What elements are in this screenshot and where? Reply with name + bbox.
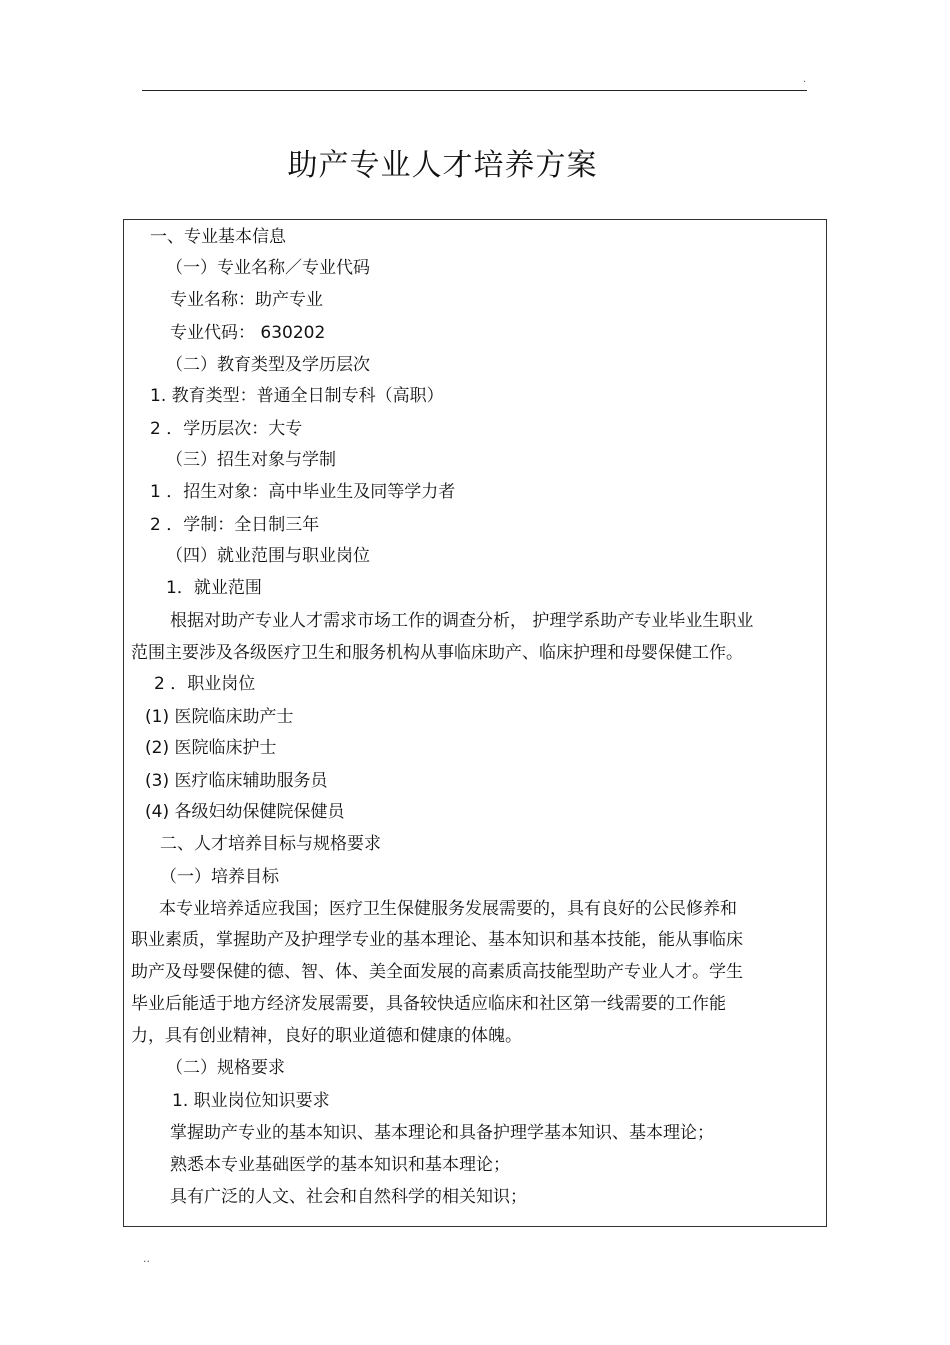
- list-item: 2 ．职业岗位: [154, 674, 256, 694]
- list-item: 2 ．学历层次：大专: [150, 419, 303, 439]
- list-item: (3) 医疗临床辅助服务员: [145, 771, 328, 791]
- list-item: 1. 教育类型：普通全日制专科（高职）: [150, 386, 444, 406]
- list-item: 1 ．招生对象：高中毕业生及同等学力者: [150, 482, 456, 502]
- section-heading: 一、专业基本信息: [150, 227, 286, 247]
- subsection-heading: （二）教育类型及学历层次: [166, 355, 370, 375]
- subsection-heading: （四）就业范围与职业岗位: [166, 546, 370, 566]
- paragraph-line: 具有广泛的人文、社会和自然科学的相关知识；: [170, 1187, 527, 1207]
- list-item: 1. 职业岗位知识要求: [172, 1091, 330, 1111]
- list-item: 1．就业范围: [166, 578, 262, 598]
- paragraph-line: 范围主要涉及各级医疗卫生和服务机构从事临床助产、临床护理和母婴保健工作。: [131, 643, 743, 663]
- footer-mark: ..: [143, 1252, 150, 1265]
- paragraph-line: 本专业培养适应我国；医疗卫生保健服务发展需要的，具有良好的公民修养和: [159, 899, 737, 919]
- list-item: (4) 各级妇幼保健院保健员: [145, 802, 345, 822]
- subsection-heading: （一）培养目标: [160, 867, 279, 887]
- subsection-heading: （一）专业名称／专业代码: [166, 258, 370, 278]
- list-item: (1) 医院临床助产士: [145, 707, 294, 727]
- paragraph-line: 职业素质，掌握助产及护理学专业的基本理论、基本知识和基本技能，能从事临床: [131, 930, 743, 950]
- section-heading: 二、人才培养目标与规格要求: [160, 834, 381, 854]
- paragraph-line: 毕业后能适于地方经济发展需要，具备较快适应临床和社区第一线需要的工作能: [131, 994, 726, 1014]
- list-item: 2 ．学制：全日制三年: [150, 515, 320, 535]
- paragraph-line: 掌握助产专业的基本知识、基本理论和具备护理学基本知识、基本理论；: [170, 1123, 714, 1143]
- subsection-heading: （二）规格要求: [166, 1058, 285, 1078]
- header-mark: .: [803, 74, 807, 85]
- paragraph-line: 力，具有创业精神，良好的职业道德和健康的体魄。: [131, 1026, 522, 1046]
- subsection-heading: （三）招生对象与学制: [166, 450, 336, 470]
- body-line: 专业名称：助产专业: [170, 290, 323, 310]
- paragraph-line: 助产及母婴保健的德、智、体、美全面发展的高素质高技能型助产专业人才。学生: [131, 962, 743, 982]
- header-rule: [142, 90, 807, 91]
- page-title: 助产专业人才培养方案: [287, 148, 598, 183]
- paragraph-line: 根据对助产专业人才需求市场工作的调查分析， 护理学系助产专业毕业生职业: [170, 611, 754, 631]
- paragraph-line: 熟悉本专业基础医学的基本知识和基本理论；: [170, 1155, 510, 1175]
- body-line: 专业代码： 630202: [170, 323, 326, 343]
- list-item: (2) 医院临床护士: [145, 738, 277, 758]
